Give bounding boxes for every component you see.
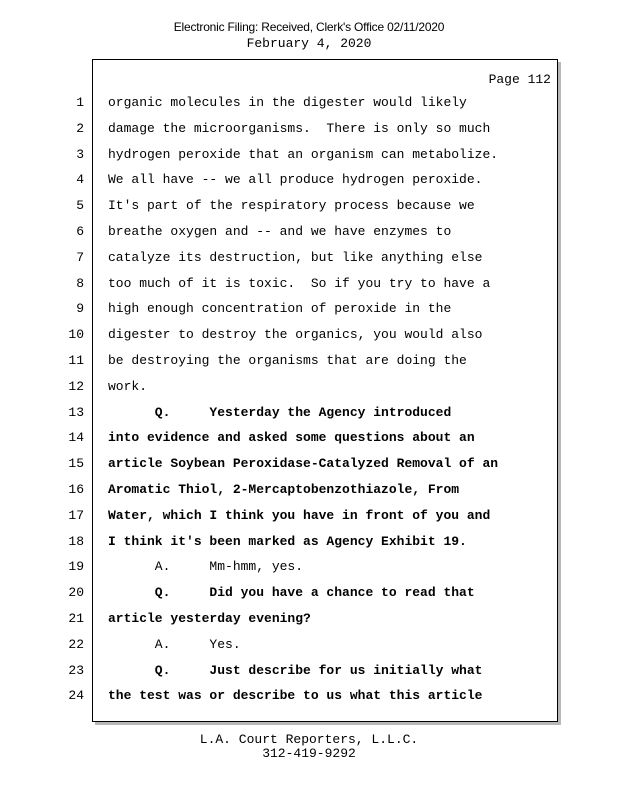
transcript-line bbox=[0, 142, 560, 168]
line-text: be destroying the organisms that are doing the bbox=[108, 352, 467, 368]
transcript-line bbox=[0, 554, 560, 580]
transcript-line bbox=[0, 296, 560, 322]
transcript-line bbox=[0, 477, 560, 503]
line-text: Q. Did you have a chance to read that bbox=[108, 585, 475, 601]
transcript-line bbox=[0, 606, 560, 632]
transcript-line bbox=[0, 90, 560, 116]
line-text: organic molecules in the digester would likely bbox=[108, 95, 467, 110]
transcript-line bbox=[0, 451, 560, 477]
reporter-phone: 312-419-9292 bbox=[262, 746, 356, 761]
line-number: 18 bbox=[68, 533, 84, 549]
footer bbox=[0, 733, 618, 761]
page-number: Page 112 bbox=[488, 72, 551, 87]
transcript-line bbox=[0, 580, 560, 606]
transcript-line bbox=[0, 425, 560, 451]
line-number: 22 bbox=[68, 636, 84, 652]
line-text: the test was or describe to us what this article bbox=[108, 688, 483, 704]
line-number: 6 bbox=[76, 223, 84, 239]
line-number: 5 bbox=[76, 198, 84, 214]
line-text: digester to destroy the organics, you would also bbox=[108, 327, 483, 343]
line-number: 24 bbox=[68, 688, 84, 704]
line-number: 19 bbox=[68, 559, 84, 575]
line-number: 3 bbox=[76, 146, 84, 162]
line-text: into evidence and asked some questions about an bbox=[108, 430, 475, 446]
reporter-company: L.A. Court Reporters, L.L.C. bbox=[199, 732, 419, 747]
transcript-line bbox=[0, 632, 560, 658]
transcript-line bbox=[0, 683, 560, 709]
transcript-line bbox=[0, 193, 560, 219]
line-number: 11 bbox=[68, 352, 84, 368]
line-text: breathe oxygen and -- and we have enzymes to bbox=[108, 223, 452, 239]
transcript-line bbox=[0, 658, 560, 684]
line-number: 9 bbox=[76, 301, 84, 317]
filing-stamp: Electronic Filing: Received, Clerk's Office 02/11/2020 bbox=[173, 20, 445, 34]
line-text: damage the microorganisms. There is only so much bbox=[108, 120, 491, 136]
line-number: 2 bbox=[76, 120, 84, 136]
line-number: 23 bbox=[68, 662, 84, 678]
line-text: A. Yes. bbox=[108, 636, 241, 652]
transcript-line bbox=[0, 374, 560, 400]
transcript-line bbox=[0, 271, 560, 297]
line-text: hydrogen peroxide that an organism can metabolize. bbox=[108, 146, 499, 162]
line-text: Water, which I think you have in front of you and bbox=[108, 507, 491, 523]
line-text: Q. Just describe for us initially what bbox=[108, 662, 483, 678]
line-number: 14 bbox=[68, 430, 84, 446]
line-number: 8 bbox=[76, 275, 84, 291]
line-text: catalyze its destruction, but like anything else bbox=[108, 249, 483, 265]
line-number: 20 bbox=[68, 585, 84, 601]
line-text: We all have -- we all produce hydrogen peroxide. bbox=[108, 172, 483, 188]
line-text: Aromatic Thiol, 2-Mercaptobenzothiazole, From bbox=[108, 481, 460, 497]
line-text: Q. Yesterday the Agency introduced bbox=[108, 404, 452, 420]
transcript-lines bbox=[0, 90, 560, 709]
transcript-line bbox=[0, 219, 560, 245]
transcript-line bbox=[0, 400, 560, 426]
line-text: too much of it is toxic. So if you try to have a bbox=[108, 275, 491, 291]
line-number: 7 bbox=[76, 249, 84, 265]
header-date: February 4, 2020 bbox=[246, 36, 372, 51]
line-number: 4 bbox=[76, 172, 84, 188]
line-text: work. bbox=[108, 378, 148, 394]
transcript-line bbox=[0, 348, 560, 374]
line-number: 1 bbox=[76, 95, 84, 110]
line-text: article Soybean Peroxidase-Catalyzed Removal of an bbox=[108, 456, 499, 472]
transcript-line bbox=[0, 167, 560, 193]
line-number: 10 bbox=[68, 327, 84, 343]
transcript-line bbox=[0, 322, 560, 348]
transcript-line bbox=[0, 245, 560, 271]
line-number: 16 bbox=[68, 481, 84, 497]
line-number: 12 bbox=[68, 378, 84, 394]
line-number: 13 bbox=[68, 404, 84, 420]
line-number: 15 bbox=[68, 456, 84, 472]
line-text: A. Mm-hmm, yes. bbox=[108, 559, 304, 575]
line-text: article yesterday evening? bbox=[108, 610, 311, 626]
transcript-line bbox=[0, 116, 560, 142]
line-text: high enough concentration of peroxide in the bbox=[108, 301, 452, 317]
line-text: I think it's been marked as Agency Exhibit 19. bbox=[108, 533, 467, 549]
transcript-line bbox=[0, 503, 560, 529]
line-number: 17 bbox=[68, 507, 84, 523]
line-text: It's part of the respiratory process because we bbox=[108, 198, 475, 214]
line-number: 21 bbox=[68, 610, 84, 626]
transcript-line bbox=[0, 529, 560, 555]
